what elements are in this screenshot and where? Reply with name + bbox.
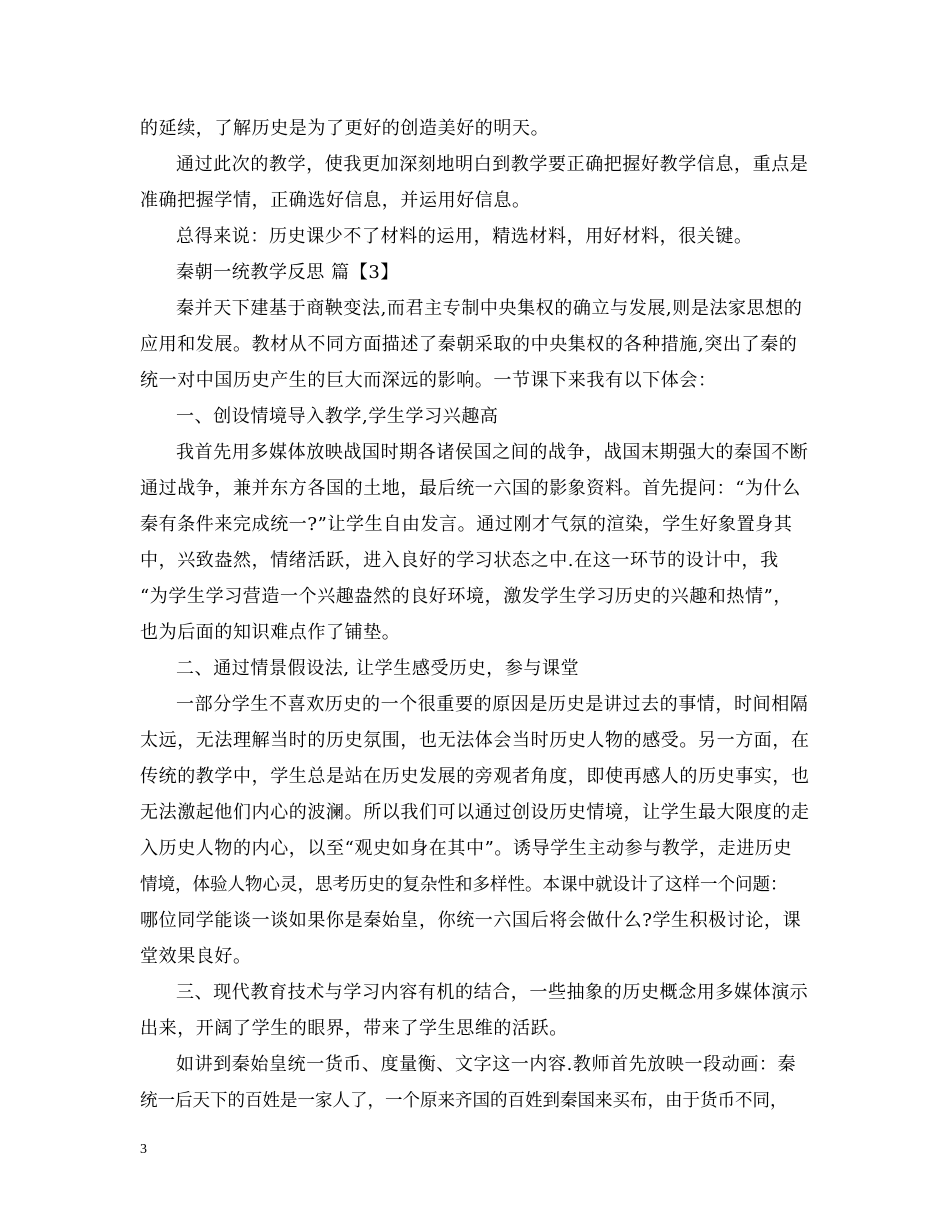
text-line: 的延续，了解历史是为了更好的创造美好的明天。 [140, 118, 550, 139]
text-line: 传统的教学中，学生总是站在历史发展的旁观者角度，即使再感人的历史事实，也 [140, 766, 810, 787]
text-line: 无法激起他们内心的波澜。所以我们可以通过创设历史情境，让学生最大限度的走 [140, 802, 810, 823]
text-line: 我首先用多媒体放映战国时期各诸侯国之间的战争，战国末期强大的秦国不断 [176, 442, 809, 463]
text-line: 也为后面的知识难点作了铺垫。 [140, 622, 401, 643]
text-line: 如讲到秦始皇统一货币、度量衡、文字这一内容.教师首先放映一段动画：秦 [176, 1054, 797, 1075]
page-number: 3 [140, 1142, 147, 1157]
text-line: 秦并天下建基于商鞅变法,而君主专制中央集权的确立与发展,则是法家思想的 [176, 298, 803, 319]
text-line: 入历史人物的内心，以至“观史如身在其中”。诱导学生主动参与教学，走进历史 [140, 838, 793, 859]
text-line: 太远，无法理解当时的历史氛围，也无法体会当时历史人物的感受。另一方面，在 [140, 730, 810, 751]
text-line: 中，兴致盎然，情绪活跃，进入良好的学习状态之中.在这一环节的设计中，我 [140, 550, 779, 571]
text-line: 统一对中国历史产生的巨大而深远的影响。一节课下来我有以下体会： [140, 370, 717, 391]
section-heading: 秦朝一统教学反思 篇【3】 [176, 262, 399, 283]
subsection-heading: 二、通过情景假设法, 让学生感受历史，参与课堂 [176, 658, 580, 679]
text-line: 总得来说：历史课少不了材料的运用，精选材料，用好材料，很关键。 [176, 226, 753, 247]
text-line: 准确把握学情，正确选好信息，并运用好信息。 [140, 190, 531, 211]
text-line: 通过战争，兼并东方各国的土地，最后统一六国的影象资料。首先提问：“为什么 [140, 478, 801, 499]
text-line: 出来，开阔了学生的眼界，带来了学生思维的活跃。 [140, 1018, 568, 1039]
text-line: 一部分学生不喜欢历史的一个很重要的原因是历史是讲过去的事情，时间相隔 [176, 694, 809, 715]
subsection-heading: 三、现代教育技术与学习内容有机的结合，一些抽象的历史概念用多媒体演示 [176, 982, 809, 1003]
text-line: 秦有条件来完成统一?”让学生自由发言。通过刚才气氛的渲染，学生好象置身其 [140, 514, 793, 535]
subsection-heading: 一、创设情境导入教学,学生学习兴趣高 [176, 406, 499, 427]
text-line: 通过此次的教学，使我更加深刻地明白到教学要正确把握好教学信息，重点是 [176, 154, 809, 175]
text-line: 应用和发展。教材从不同方面描述了秦朝采取的中央集权的各种措施,突出了秦的 [140, 334, 798, 355]
text-line: 情境，体验人物心灵，思考历史的复杂性和多样性。本课中就设计了这样一个问题： [140, 875, 788, 895]
text-line: 哪位同学能谈一谈如果你是秦始皇，你统一六国后将会做什么?学生积极讨论，课 [140, 910, 802, 931]
text-line: 堂效果良好。 [140, 946, 252, 967]
text-line: 统一后天下的百姓是一家人了，一个原来齐国的百姓到秦国来买布，由于货币不同， [140, 1091, 788, 1111]
text-line: “为学生学习营造一个兴趣盎然的良好环境，激发学生学习历史的兴趣和热情”， [140, 586, 793, 607]
